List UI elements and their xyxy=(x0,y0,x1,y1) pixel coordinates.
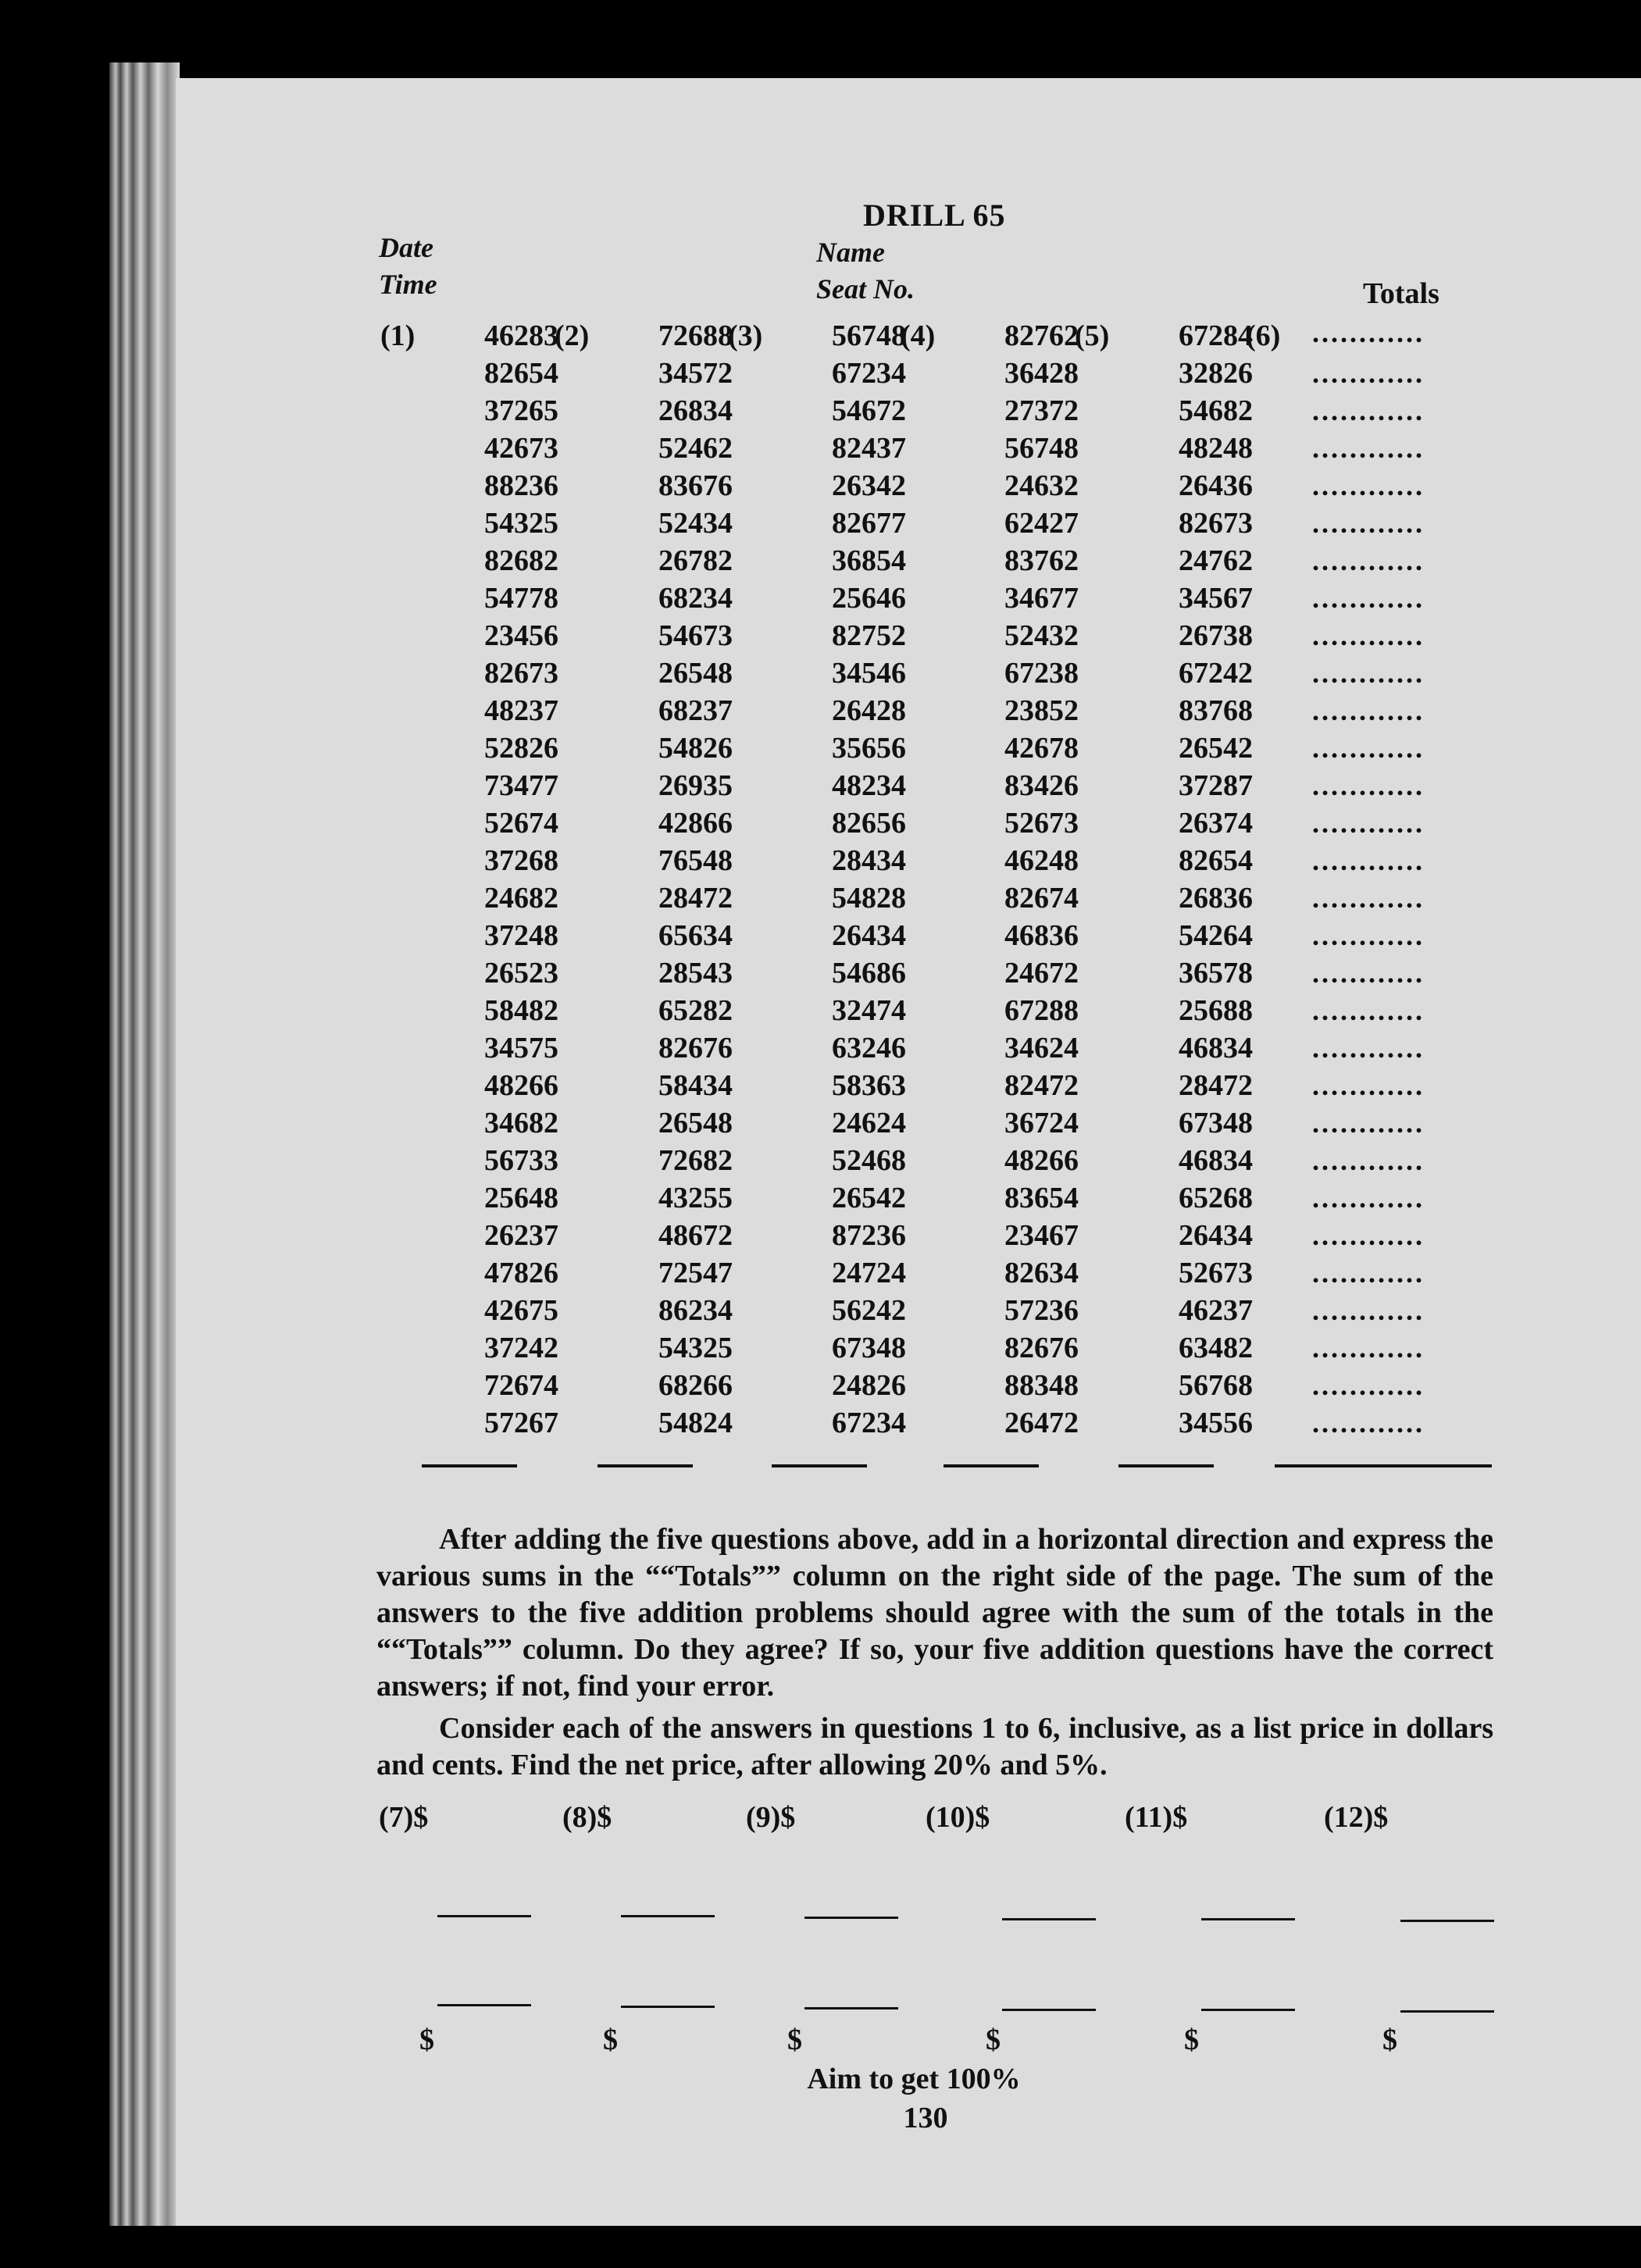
column-value: 82654 xyxy=(484,357,558,390)
sum-rule-1 xyxy=(422,1464,517,1467)
column-value: 26237 xyxy=(484,1219,558,1252)
column-value: 26935 xyxy=(658,769,733,802)
column-value: 52462 xyxy=(658,432,733,465)
total-blank: ............ xyxy=(1312,1257,1425,1289)
column-value: 26548 xyxy=(658,657,733,690)
total-blank: ............ xyxy=(1312,1145,1425,1176)
answer-line-8b xyxy=(621,2006,715,2008)
total-blank: ............ xyxy=(1312,883,1425,914)
column-value: 82673 xyxy=(1179,507,1253,540)
column-value: 82682 xyxy=(484,544,558,577)
column-value: 57267 xyxy=(484,1407,558,1439)
dollar-12: $ xyxy=(1382,2024,1397,2056)
column-value: 68266 xyxy=(658,1369,733,1402)
column-value: 34624 xyxy=(1004,1032,1079,1064)
column-value: 36428 xyxy=(1004,357,1079,390)
column-value: 63482 xyxy=(1179,1332,1253,1364)
total-blank: ............ xyxy=(1312,957,1425,989)
column-value: 34546 xyxy=(832,657,906,690)
column-value: 57236 xyxy=(1004,1294,1079,1327)
column-value: 82677 xyxy=(832,507,906,540)
column-value: 46283 xyxy=(484,319,558,352)
answer-label-11: (11)$ xyxy=(1125,1801,1188,1834)
column-value: 54824 xyxy=(658,1407,733,1439)
aim-text: Aim to get 100% xyxy=(807,2063,1021,2095)
column-value: 26834 xyxy=(658,394,733,427)
column-value: 52434 xyxy=(658,507,733,540)
column-value: 48266 xyxy=(484,1069,558,1102)
column-value: 36854 xyxy=(832,544,906,577)
column-value: 72688 xyxy=(658,319,733,352)
page-title: DRILL 65 xyxy=(863,198,1006,233)
column-value: 37265 xyxy=(484,394,558,427)
column-value: 54325 xyxy=(658,1332,733,1364)
answer-line-9b xyxy=(804,2007,898,2009)
column-value: 24682 xyxy=(484,882,558,915)
column-value: 26434 xyxy=(1179,1219,1253,1252)
column-value: 82472 xyxy=(1004,1069,1079,1102)
column-value: 58482 xyxy=(484,994,558,1027)
column-value: 82676 xyxy=(658,1032,733,1064)
sum-rule-3 xyxy=(772,1464,867,1467)
sum-rule-totals xyxy=(1275,1464,1492,1467)
column-value: 48234 xyxy=(832,769,906,802)
column-value: 25648 xyxy=(484,1182,558,1214)
column-value: 26523 xyxy=(484,957,558,990)
dollar-7: $ xyxy=(419,2024,434,2056)
column-value: 82654 xyxy=(1179,844,1253,877)
column-value: 37287 xyxy=(1179,769,1253,802)
column-label: (5) xyxy=(1075,319,1110,352)
total-blank: ............ xyxy=(1312,620,1425,651)
column-value: 42673 xyxy=(484,432,558,465)
column-value: 26782 xyxy=(658,544,733,577)
column-value: 37242 xyxy=(484,1332,558,1364)
column-value: 26836 xyxy=(1179,882,1253,915)
column-value: 83426 xyxy=(1004,769,1079,802)
column-value: 52673 xyxy=(1179,1257,1253,1289)
column-value: 46248 xyxy=(1004,844,1079,877)
column-value: 37248 xyxy=(484,919,558,952)
column-value: 34572 xyxy=(658,357,733,390)
column-value: 68234 xyxy=(658,582,733,615)
column-value: 34567 xyxy=(1179,582,1253,615)
total-blank: ............ xyxy=(1312,470,1425,501)
total-blank: ............ xyxy=(1312,1107,1425,1139)
column-value: 42866 xyxy=(658,807,733,840)
column-value: 24762 xyxy=(1179,544,1253,577)
column-label: (4) xyxy=(901,319,936,352)
column-value: 52432 xyxy=(1004,619,1079,652)
column-value: 24724 xyxy=(832,1257,906,1289)
column-value: 54672 xyxy=(832,394,906,427)
answer-line-12a xyxy=(1400,1920,1494,1922)
column-value: 48672 xyxy=(658,1219,733,1252)
column-value: 52468 xyxy=(832,1144,906,1177)
column-value: 83654 xyxy=(1004,1182,1079,1214)
column-value: 25688 xyxy=(1179,994,1253,1027)
column-value: 67238 xyxy=(1004,657,1079,690)
column-value: 54264 xyxy=(1179,919,1253,952)
dollar-11: $ xyxy=(1184,2024,1199,2056)
column-value: 88236 xyxy=(484,469,558,502)
column-value: 65634 xyxy=(658,919,733,952)
total-blank: ............ xyxy=(1312,845,1425,876)
column-value: 67348 xyxy=(832,1332,906,1364)
column-value: 34575 xyxy=(484,1032,558,1064)
instructions-paragraph-1: After adding the five questions above, add in a horizontal direction and express the various sums in the ““Totals”” column on the right side of the page. The sum of the answers to the five addition problems should agree with the sum of the totals in the ““Totals”” column. Do they agree? If so, your five addition questions have the correct answers; if not, find your error. xyxy=(376,1523,1493,1703)
column-value: 82762 xyxy=(1004,319,1079,352)
column-value: 24624 xyxy=(832,1107,906,1139)
column-value: 83768 xyxy=(1179,694,1253,727)
total-blank: ............ xyxy=(1312,583,1425,614)
total-blank: ............ xyxy=(1312,1295,1425,1326)
column-label: (2) xyxy=(555,319,590,352)
column-value: 83676 xyxy=(658,469,733,502)
column-value: 56242 xyxy=(832,1294,906,1327)
answer-line-9a xyxy=(804,1917,898,1919)
total-blank: ............ xyxy=(1312,317,1425,348)
column-value: 28434 xyxy=(832,844,906,877)
column-value: 82673 xyxy=(484,657,558,690)
total-blank: ............ xyxy=(1312,808,1425,839)
time-label: Time xyxy=(379,269,437,300)
column-value: 48266 xyxy=(1004,1144,1079,1177)
column-value: 72547 xyxy=(658,1257,733,1289)
column-value: 82656 xyxy=(832,807,906,840)
book-spine xyxy=(109,62,180,2226)
column-value: 62427 xyxy=(1004,507,1079,540)
answer-line-8a xyxy=(621,1915,715,1917)
column-value: 87236 xyxy=(832,1219,906,1252)
column-value: 28472 xyxy=(658,882,733,915)
column-value: 72682 xyxy=(658,1144,733,1177)
column-value: 48237 xyxy=(484,694,558,727)
column-value: 26542 xyxy=(832,1182,906,1214)
column-value: 63246 xyxy=(832,1032,906,1064)
column-value: 82676 xyxy=(1004,1332,1079,1364)
column-value: 34682 xyxy=(484,1107,558,1139)
column-value: 54826 xyxy=(658,732,733,765)
column-value: 46834 xyxy=(1179,1032,1253,1064)
column-value: 26548 xyxy=(658,1107,733,1139)
column-value: 26738 xyxy=(1179,619,1253,652)
total-blank: ............ xyxy=(1312,658,1425,689)
answer-label-10: (10)$ xyxy=(926,1801,990,1834)
column-value: 26436 xyxy=(1179,469,1253,502)
column-value: 35656 xyxy=(832,732,906,765)
date-label: Date xyxy=(379,232,433,263)
column-value: 67234 xyxy=(832,357,906,390)
total-blank: ............ xyxy=(1312,995,1425,1026)
totals-header: Totals xyxy=(1363,277,1439,310)
column-value: 28543 xyxy=(658,957,733,990)
column-value: 23456 xyxy=(484,619,558,652)
column-value: 32474 xyxy=(832,994,906,1027)
totals-column-label: (6) xyxy=(1246,319,1281,352)
column-label: (3) xyxy=(728,319,763,352)
column-value: 26428 xyxy=(832,694,906,727)
column-value: 56733 xyxy=(484,1144,558,1177)
column-value: 27372 xyxy=(1004,394,1079,427)
answer-line-11b xyxy=(1201,2009,1295,2011)
total-blank: ............ xyxy=(1312,1370,1425,1401)
column-value: 83762 xyxy=(1004,544,1079,577)
column-value: 43255 xyxy=(658,1182,733,1214)
column-value: 24672 xyxy=(1004,957,1079,990)
column-value: 34677 xyxy=(1004,582,1079,615)
column-value: 46237 xyxy=(1179,1294,1253,1327)
total-blank: ............ xyxy=(1312,358,1425,389)
column-value: 23467 xyxy=(1004,1219,1079,1252)
answer-line-10a xyxy=(1002,1918,1096,1920)
column-value: 47826 xyxy=(484,1257,558,1289)
column-value: 88348 xyxy=(1004,1369,1079,1402)
answer-label-9: (9)$ xyxy=(746,1801,796,1834)
column-value: 67348 xyxy=(1179,1107,1253,1139)
total-blank: ............ xyxy=(1312,508,1425,539)
total-blank: ............ xyxy=(1312,1032,1425,1064)
column-value: 32826 xyxy=(1179,357,1253,390)
total-blank: ............ xyxy=(1312,1220,1425,1251)
column-value: 52826 xyxy=(484,732,558,765)
column-value: 68237 xyxy=(658,694,733,727)
sum-rule-2 xyxy=(598,1464,693,1467)
column-value: 37268 xyxy=(484,844,558,877)
total-blank: ............ xyxy=(1312,770,1425,801)
total-blank: ............ xyxy=(1312,920,1425,951)
column-value: 54682 xyxy=(1179,394,1253,427)
column-value: 42678 xyxy=(1004,732,1079,765)
column-value: 76548 xyxy=(658,844,733,877)
column-label: (1) xyxy=(380,319,416,352)
page-number: 130 xyxy=(903,2102,948,2134)
total-blank: ............ xyxy=(1312,1407,1425,1439)
column-value: 67234 xyxy=(832,1407,906,1439)
column-value: 54325 xyxy=(484,507,558,540)
column-value: 26542 xyxy=(1179,732,1253,765)
column-value: 54778 xyxy=(484,582,558,615)
column-value: 54673 xyxy=(658,619,733,652)
column-value: 86234 xyxy=(658,1294,733,1327)
total-blank: ............ xyxy=(1312,1070,1425,1101)
answer-line-12b xyxy=(1400,2010,1494,2013)
column-value: 48248 xyxy=(1179,432,1253,465)
column-value: 67288 xyxy=(1004,994,1079,1027)
seat-label: Seat No. xyxy=(816,273,915,305)
total-blank: ............ xyxy=(1312,733,1425,764)
column-value: 25646 xyxy=(832,582,906,615)
dollar-8: $ xyxy=(603,2024,618,2056)
column-value: 36724 xyxy=(1004,1107,1079,1139)
sum-rule-5 xyxy=(1118,1464,1214,1467)
column-value: 24826 xyxy=(832,1369,906,1402)
total-blank: ............ xyxy=(1312,695,1425,726)
column-value: 65282 xyxy=(658,994,733,1027)
dollar-9: $ xyxy=(787,2024,802,2056)
column-value: 24632 xyxy=(1004,469,1079,502)
column-value: 82674 xyxy=(1004,882,1079,915)
column-value: 26472 xyxy=(1004,1407,1079,1439)
column-value: 67284 xyxy=(1179,319,1253,352)
total-blank: ............ xyxy=(1312,545,1425,576)
dollar-10: $ xyxy=(986,2024,1001,2056)
total-blank: ............ xyxy=(1312,1182,1425,1214)
column-value: 46836 xyxy=(1004,919,1079,952)
column-value: 82437 xyxy=(832,432,906,465)
name-label: Name xyxy=(816,237,885,268)
column-value: 52673 xyxy=(1004,807,1079,840)
column-value: 54828 xyxy=(832,882,906,915)
column-value: 36578 xyxy=(1179,957,1253,990)
column-value: 26434 xyxy=(832,919,906,952)
answer-line-7a xyxy=(437,1915,531,1917)
column-value: 65268 xyxy=(1179,1182,1253,1214)
instructions-paragraph-2: Consider each of the answers in questions 1 to 6, inclusive, as a list price in dollars and cents. Find the net price, after allowing 20% and 5%. xyxy=(376,1712,1493,1781)
column-value: 56748 xyxy=(832,319,906,352)
column-value: 58363 xyxy=(832,1069,906,1102)
total-blank: ............ xyxy=(1312,1332,1425,1364)
column-value: 26374 xyxy=(1179,807,1253,840)
answer-line-11a xyxy=(1201,1918,1295,1920)
column-value: 26342 xyxy=(832,469,906,502)
answer-label-8: (8)$ xyxy=(562,1801,612,1834)
answer-line-10b xyxy=(1002,2009,1096,2011)
column-value: 72674 xyxy=(484,1369,558,1402)
total-blank: ............ xyxy=(1312,395,1425,426)
column-value: 23852 xyxy=(1004,694,1079,727)
column-value: 73477 xyxy=(484,769,558,802)
sum-rule-4 xyxy=(944,1464,1039,1467)
column-value: 58434 xyxy=(658,1069,733,1102)
column-value: 56768 xyxy=(1179,1369,1253,1402)
answer-line-7b xyxy=(437,2004,531,2006)
column-value: 56748 xyxy=(1004,432,1079,465)
column-value: 82634 xyxy=(1004,1257,1079,1289)
column-value: 67242 xyxy=(1179,657,1253,690)
total-blank: ............ xyxy=(1312,433,1425,464)
column-value: 52674 xyxy=(484,807,558,840)
answer-label-7: (7)$ xyxy=(379,1801,429,1834)
column-value: 34556 xyxy=(1179,1407,1253,1439)
column-value: 82752 xyxy=(832,619,906,652)
column-value: 46834 xyxy=(1179,1144,1253,1177)
column-value: 54686 xyxy=(832,957,906,990)
column-value: 42675 xyxy=(484,1294,558,1327)
column-value: 28472 xyxy=(1179,1069,1253,1102)
answer-label-12: (12)$ xyxy=(1324,1801,1389,1834)
